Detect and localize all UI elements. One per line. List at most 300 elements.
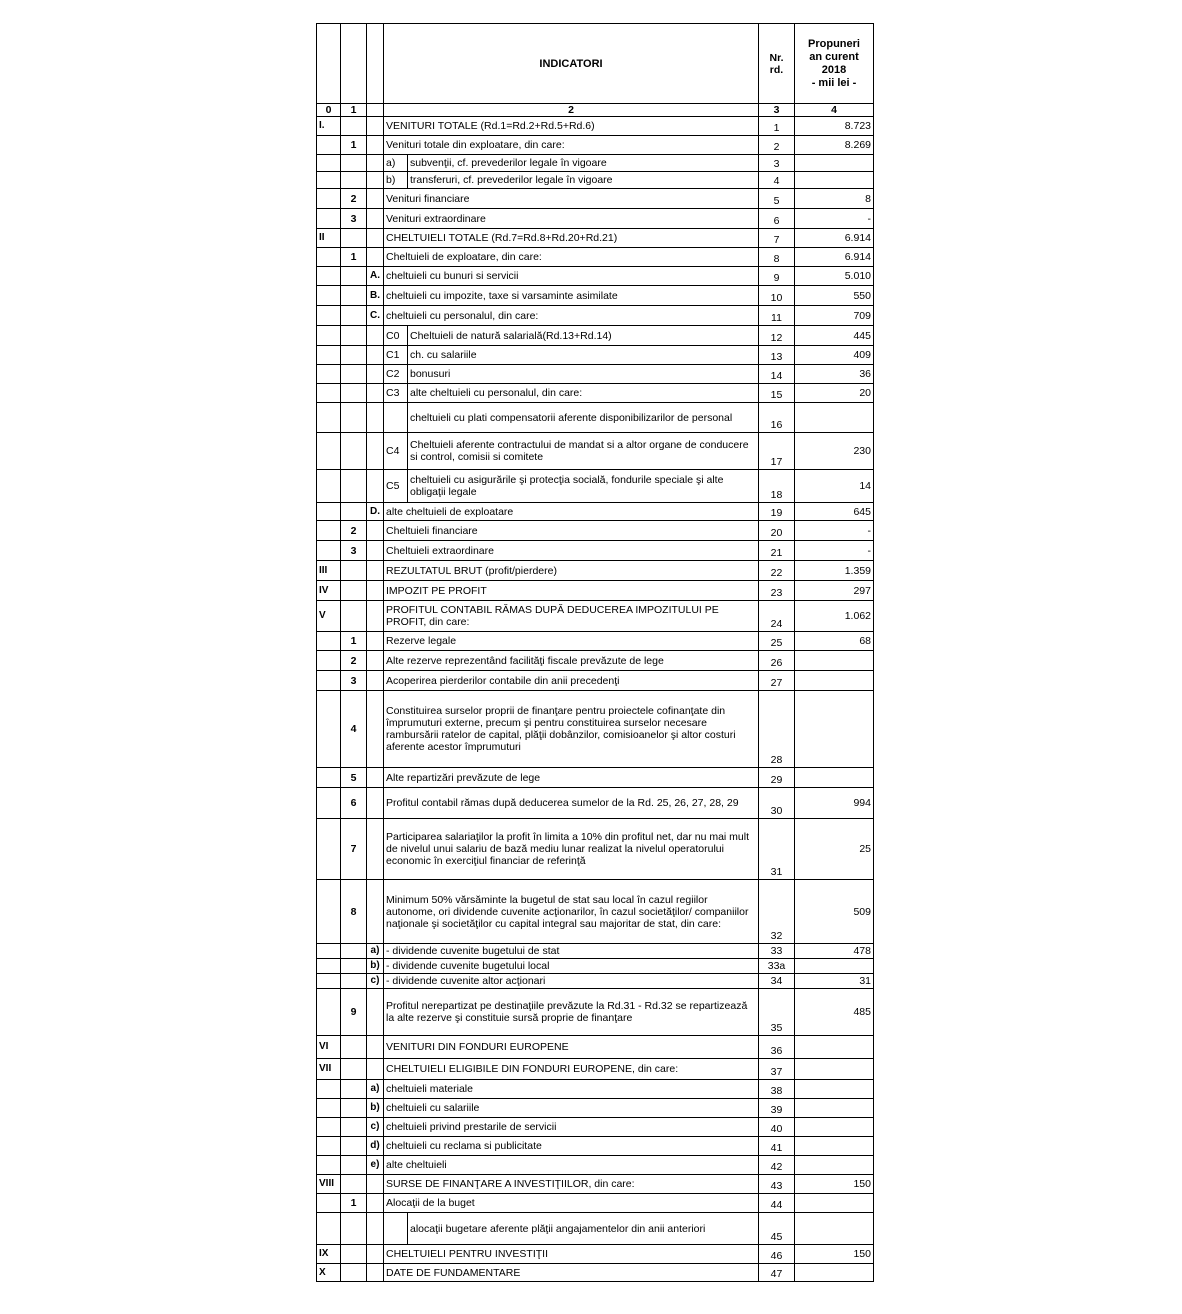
row-number-cell — [341, 503, 367, 521]
row-indicator-text: cheltuieli cu personalul, din care: — [384, 306, 759, 326]
row-roman-cell — [317, 788, 341, 819]
row-value — [795, 403, 874, 433]
row-number-cell — [341, 172, 367, 189]
row-letter-cell — [367, 384, 384, 403]
table-row — [317, 651, 874, 671]
row-value: 1.062 — [795, 601, 874, 632]
table-row — [317, 286, 874, 306]
table-row — [317, 267, 874, 286]
row-number-cell — [341, 1213, 367, 1245]
row-number-cell — [341, 601, 367, 632]
row-number-cell — [341, 365, 367, 384]
row-indicator-text: alte cheltuieli — [384, 1156, 759, 1175]
row-roman-cell: VII — [317, 1059, 341, 1080]
table-row — [317, 561, 874, 581]
row-letter-cell — [367, 189, 384, 209]
row-indicator-text: cheltuieli cu bunuri si servicii — [384, 267, 759, 286]
row-indicator-text: VENITURI DIN FONDURI EUROPENE — [384, 1036, 759, 1059]
table-row — [317, 403, 874, 433]
row-roman-cell: I. — [317, 117, 341, 136]
row-roman-cell — [317, 651, 341, 671]
row-nr: 16 — [759, 403, 795, 433]
row-value — [795, 1099, 874, 1118]
row-indicator-text: Cheltuieli de exploatare, din care: — [384, 248, 759, 267]
row-value: 709 — [795, 306, 874, 326]
table-row — [317, 880, 874, 944]
row-roman-cell — [317, 503, 341, 521]
row-letter-cell — [367, 1194, 384, 1213]
row-number-cell: 4 — [341, 691, 367, 768]
row-nr: 4 — [759, 172, 795, 189]
table-row — [317, 581, 874, 601]
row-roman-cell — [317, 521, 341, 541]
row-indicator-text: bonusuri — [408, 365, 759, 384]
budget-sheet — [316, 23, 873, 1282]
row-number-cell: 3 — [341, 209, 367, 229]
row-value — [795, 1194, 874, 1213]
row-indicator-text: Minimum 50% vărsăminte la bugetul de stat sau local în cazul regiilor autonome, ori dividende cuvenite acţionarilor, în cazul societăţilor/ companiilor naţionale şi societăţilor cu capital integral sau majoritar de stat, din care: — [384, 880, 759, 944]
row-letter-cell — [367, 691, 384, 768]
row-letter-cell — [367, 403, 384, 433]
row-value: 150 — [795, 1175, 874, 1194]
row-number-cell — [341, 117, 367, 136]
row-nr: 46 — [759, 1245, 795, 1264]
row-nr: 6 — [759, 209, 795, 229]
table-row — [317, 974, 874, 989]
table-row — [317, 1213, 874, 1245]
header-nr-rd — [759, 24, 795, 104]
row-number-cell — [341, 1245, 367, 1264]
row-letter-cell — [367, 433, 384, 470]
row-indicator-text: cheltuieli cu salariile — [384, 1099, 759, 1118]
row-letter-cell — [367, 1175, 384, 1194]
row-roman-cell — [317, 671, 341, 691]
table-row — [317, 691, 874, 768]
row-letter-cell: b) — [367, 959, 384, 974]
row-letter-cell — [367, 172, 384, 189]
row-letter-cell — [367, 581, 384, 601]
row-indicator-text: alte cheltuieli de exploatare — [384, 503, 759, 521]
row-letter-cell — [367, 365, 384, 384]
row-letter-cell — [367, 601, 384, 632]
row-nr: 12 — [759, 326, 795, 346]
row-roman-cell — [317, 768, 341, 788]
row-letter-cell — [367, 819, 384, 880]
row-letter-cell: a) — [367, 944, 384, 959]
row-indicator-text: CHELTUIELI TOTALE (Rd.7=Rd.8+Rd.20+Rd.21) — [384, 229, 759, 248]
row-roman-cell — [317, 880, 341, 944]
row-number-cell: 3 — [341, 671, 367, 691]
table-row — [317, 601, 874, 632]
index-2: 2 — [384, 104, 759, 117]
row-nr: 35 — [759, 989, 795, 1036]
row-nr: 23 — [759, 581, 795, 601]
row-value: 445 — [795, 326, 874, 346]
row-roman-cell — [317, 1080, 341, 1099]
row-indicator-text: Participarea salariaţilor la profit în limita a 10% din profitul net, dar nu mai mult de nivelul unui salariu de bază mediu lunar realizat la nivelul operatorului economic în exerciţiul financiar de referinţă — [384, 819, 759, 880]
row-letter-cell — [367, 136, 384, 155]
row-value — [795, 1137, 874, 1156]
row-number-cell: 2 — [341, 651, 367, 671]
row-nr: 7 — [759, 229, 795, 248]
table-row — [317, 1137, 874, 1156]
row-value — [795, 651, 874, 671]
row-roman-cell: VIII — [317, 1175, 341, 1194]
row-roman-cell — [317, 1137, 341, 1156]
row-indicator-text: VENITURI TOTALE (Rd.1=Rd.2+Rd.5+Rd.6) — [384, 117, 759, 136]
row-value: 14 — [795, 470, 874, 503]
row-number-cell: 1 — [341, 136, 367, 155]
row-indicator-text: alte cheltuieli cu personalul, din care: — [408, 384, 759, 403]
row-nr: 42 — [759, 1156, 795, 1175]
row-number-cell — [341, 1175, 367, 1194]
row-indicator-text: cheltuieli cu plati compensatorii aferente disponibilizarilor de personal — [408, 403, 759, 433]
table-row — [317, 1036, 874, 1059]
table-row — [317, 1245, 874, 1264]
row-value — [795, 959, 874, 974]
index-row — [317, 104, 874, 117]
row-letter-cell — [367, 989, 384, 1036]
row-nr: 27 — [759, 671, 795, 691]
row-letter-cell: c) — [367, 1118, 384, 1137]
row-value — [795, 1156, 874, 1175]
row-value — [795, 1059, 874, 1080]
row-letter-cell — [367, 632, 384, 651]
row-letter-cell — [367, 470, 384, 503]
row-indicator-text: cheltuieli cu reclama si publicitate — [384, 1137, 759, 1156]
row-letter-cell — [367, 229, 384, 248]
row-indicator-text: Rezerve legale — [384, 632, 759, 651]
table-row — [317, 1156, 874, 1175]
row-sub-cell: a) — [384, 155, 408, 172]
row-value: 6.914 — [795, 229, 874, 248]
row-letter-cell — [367, 346, 384, 365]
row-number-cell: 2 — [341, 189, 367, 209]
table-row — [317, 768, 874, 788]
row-number-cell: 2 — [341, 521, 367, 541]
row-letter-cell — [367, 117, 384, 136]
row-number-cell — [341, 1118, 367, 1137]
row-roman-cell — [317, 403, 341, 433]
index-blank — [367, 104, 384, 117]
row-value: - — [795, 521, 874, 541]
row-nr: 24 — [759, 601, 795, 632]
row-roman-cell: IX — [317, 1245, 341, 1264]
row-indicator-text: CHELTUIELI ELIGIBILE DIN FONDURI EUROPENE, din care: — [384, 1059, 759, 1080]
row-value: 20 — [795, 384, 874, 403]
row-nr: 8 — [759, 248, 795, 267]
row-value: 230 — [795, 433, 874, 470]
row-value: 478 — [795, 944, 874, 959]
row-roman-cell — [317, 155, 341, 172]
row-value: - — [795, 541, 874, 561]
table-row — [317, 209, 874, 229]
row-number-cell: 6 — [341, 788, 367, 819]
row-sub-cell: b) — [384, 172, 408, 189]
indicators-table — [316, 23, 874, 1282]
row-value: 6.914 — [795, 248, 874, 267]
row-value — [795, 1036, 874, 1059]
table-row — [317, 155, 874, 172]
row-number-cell: 5 — [341, 768, 367, 788]
row-value — [795, 172, 874, 189]
row-letter-cell — [367, 1213, 384, 1245]
row-indicator-text: Cheltuieli aferente contractului de mandat si a altor organe de conducere si control, comisii si comitete — [408, 433, 759, 470]
row-nr: 22 — [759, 561, 795, 581]
row-number-cell: 9 — [341, 989, 367, 1036]
row-indicator-text: Venituri extraordinare — [384, 209, 759, 229]
row-nr: 33a — [759, 959, 795, 974]
row-nr: 37 — [759, 1059, 795, 1080]
row-roman-cell: V — [317, 601, 341, 632]
table-row — [317, 365, 874, 384]
row-number-cell — [341, 267, 367, 286]
row-sub-cell: C3 — [384, 384, 408, 403]
row-value: 5.010 — [795, 267, 874, 286]
row-number-cell — [341, 229, 367, 248]
row-nr: 36 — [759, 1036, 795, 1059]
row-nr: 14 — [759, 365, 795, 384]
header-nr-rd-text: Nr. rd. — [769, 51, 784, 76]
row-roman-cell — [317, 1118, 341, 1137]
row-roman-cell — [317, 470, 341, 503]
header-propuneri-text: Propuneri an curent 2018 - mii lei - — [808, 37, 860, 89]
row-roman-cell — [317, 346, 341, 365]
row-indicator-text: Constituirea surselor proprii de finanţare pentru proiectele cofinanţate din împrumuturi externe, precum şi pentru constituirea surselor necesare rambursării ratelor de capital, plăţii dobânzilor, comisioanelor şi altor costuri aferente acestor împrumuturi — [384, 691, 759, 768]
row-value — [795, 1118, 874, 1137]
table-row — [317, 346, 874, 365]
row-indicator-text: cheltuieli cu asigurările şi protecţia socială, fondurile speciale şi alte obligaţii legale — [408, 470, 759, 503]
table-row — [317, 1099, 874, 1118]
row-letter-cell: b) — [367, 1099, 384, 1118]
row-value — [795, 155, 874, 172]
row-nr: 30 — [759, 788, 795, 819]
row-number-cell — [341, 561, 367, 581]
row-nr: 15 — [759, 384, 795, 403]
row-nr: 45 — [759, 1213, 795, 1245]
row-indicator-text: SURSE DE FINANŢARE A INVESTIŢIILOR, din care: — [384, 1175, 759, 1194]
row-number-cell — [341, 959, 367, 974]
row-sub-cell: C2 — [384, 365, 408, 384]
row-value: 509 — [795, 880, 874, 944]
table-row — [317, 541, 874, 561]
row-letter-cell — [367, 155, 384, 172]
row-nr: 10 — [759, 286, 795, 306]
row-nr: 33 — [759, 944, 795, 959]
row-letter-cell — [367, 880, 384, 944]
table-row — [317, 989, 874, 1036]
row-nr: 41 — [759, 1137, 795, 1156]
row-number-cell — [341, 1264, 367, 1282]
row-number-cell — [341, 470, 367, 503]
row-nr: 40 — [759, 1118, 795, 1137]
table-row — [317, 1118, 874, 1137]
row-value: 25 — [795, 819, 874, 880]
header-col1 — [341, 24, 367, 104]
header-col2 — [367, 24, 384, 104]
row-number-cell — [341, 1137, 367, 1156]
row-letter-cell — [367, 561, 384, 581]
row-sub-cell: C4 — [384, 433, 408, 470]
row-indicator-text: cheltuieli materiale — [384, 1080, 759, 1099]
index-1: 1 — [341, 104, 367, 117]
row-nr: 26 — [759, 651, 795, 671]
row-value: 409 — [795, 346, 874, 365]
row-roman-cell — [317, 433, 341, 470]
row-roman-cell — [317, 209, 341, 229]
table-row — [317, 384, 874, 403]
row-value: 68 — [795, 632, 874, 651]
row-indicator-text: DATE DE FUNDAMENTARE — [384, 1264, 759, 1282]
row-roman-cell — [317, 944, 341, 959]
row-roman-cell — [317, 248, 341, 267]
row-roman-cell — [317, 189, 341, 209]
row-indicator-text: Cheltuieli de natură salarială(Rd.13+Rd.14) — [408, 326, 759, 346]
table-row — [317, 1080, 874, 1099]
row-value: 36 — [795, 365, 874, 384]
row-nr: 43 — [759, 1175, 795, 1194]
row-roman-cell — [317, 974, 341, 989]
row-nr: 28 — [759, 691, 795, 768]
row-roman-cell — [317, 306, 341, 326]
row-nr: 20 — [759, 521, 795, 541]
row-indicator-text: Profitul contabil rămas după deducerea sumelor de la Rd. 25, 26, 27, 28, 29 — [384, 788, 759, 819]
row-nr: 5 — [759, 189, 795, 209]
row-indicator-text: subvenţii, cf. prevederilor legale în vigoare — [408, 155, 759, 172]
row-indicator-text: Acoperirea pierderilor contabile din anii precedenţi — [384, 671, 759, 691]
row-nr: 21 — [759, 541, 795, 561]
row-roman-cell: II — [317, 229, 341, 248]
row-letter-cell — [367, 788, 384, 819]
row-value — [795, 671, 874, 691]
row-number-cell — [341, 1036, 367, 1059]
row-roman-cell: X — [317, 1264, 341, 1282]
row-letter-cell: D. — [367, 503, 384, 521]
row-number-cell — [341, 403, 367, 433]
index-0: 0 — [317, 104, 341, 117]
row-nr: 1 — [759, 117, 795, 136]
table-row — [317, 1175, 874, 1194]
row-letter-cell — [367, 671, 384, 691]
row-roman-cell — [317, 1156, 341, 1175]
row-letter-cell — [367, 521, 384, 541]
row-number-cell — [341, 1080, 367, 1099]
table-row — [317, 1264, 874, 1282]
row-letter-cell: a) — [367, 1080, 384, 1099]
row-nr: 17 — [759, 433, 795, 470]
table-row — [317, 632, 874, 651]
row-nr: 9 — [759, 267, 795, 286]
row-number-cell: 1 — [341, 248, 367, 267]
row-letter-cell — [367, 248, 384, 267]
row-sub-cell: C5 — [384, 470, 408, 503]
header-row — [317, 24, 874, 104]
row-nr: 29 — [759, 768, 795, 788]
row-letter-cell — [367, 768, 384, 788]
row-roman-cell: VI — [317, 1036, 341, 1059]
header-indicatori: INDICATORI — [384, 24, 759, 104]
row-value — [795, 1213, 874, 1245]
row-number-cell — [341, 581, 367, 601]
row-number-cell — [341, 433, 367, 470]
row-indicator-text: REZULTATUL BRUT (profit/pierdere) — [384, 561, 759, 581]
row-nr: 25 — [759, 632, 795, 651]
row-indicator-text: Alte rezerve reprezentând facilităţi fiscale prevăzute de lege — [384, 651, 759, 671]
row-indicator-text: Cheltuieli extraordinare — [384, 541, 759, 561]
row-value — [795, 1264, 874, 1282]
table-row — [317, 306, 874, 326]
row-letter-cell — [367, 326, 384, 346]
row-indicator-text: IMPOZIT PE PROFIT — [384, 581, 759, 601]
index-3: 3 — [759, 104, 795, 117]
table-row — [317, 944, 874, 959]
row-sub-cell: C1 — [384, 346, 408, 365]
row-roman-cell — [317, 691, 341, 768]
row-value: 8 — [795, 189, 874, 209]
row-nr: 3 — [759, 155, 795, 172]
row-letter-cell — [367, 209, 384, 229]
row-value: 31 — [795, 974, 874, 989]
row-value: - — [795, 209, 874, 229]
row-indicator-text: CHELTUIELI PENTRU INVESTIŢII — [384, 1245, 759, 1264]
row-letter-cell — [367, 1036, 384, 1059]
row-number-cell — [341, 1156, 367, 1175]
row-nr: 34 — [759, 974, 795, 989]
row-nr: 2 — [759, 136, 795, 155]
row-value: 550 — [795, 286, 874, 306]
row-letter-cell: C. — [367, 306, 384, 326]
row-letter-cell: B. — [367, 286, 384, 306]
row-number-cell — [341, 346, 367, 365]
row-indicator-text: ch. cu salariile — [408, 346, 759, 365]
row-nr: 13 — [759, 346, 795, 365]
row-roman-cell: III — [317, 561, 341, 581]
row-sub-cell — [384, 403, 408, 433]
row-number-cell — [341, 944, 367, 959]
row-number-cell — [341, 286, 367, 306]
table-row — [317, 189, 874, 209]
row-roman-cell — [317, 384, 341, 403]
table-row — [317, 326, 874, 346]
table-row — [317, 229, 874, 248]
row-roman-cell — [317, 326, 341, 346]
row-number-cell: 1 — [341, 1194, 367, 1213]
table-row — [317, 172, 874, 189]
row-letter-cell — [367, 1059, 384, 1080]
table-row — [317, 117, 874, 136]
row-number-cell — [341, 1099, 367, 1118]
table-row — [317, 819, 874, 880]
index-4: 4 — [795, 104, 874, 117]
row-sub-cell — [384, 1213, 408, 1245]
row-roman-cell — [317, 632, 341, 651]
row-indicator-text: - dividende cuvenite bugetului de stat — [384, 944, 759, 959]
row-value: 150 — [795, 1245, 874, 1264]
row-value — [795, 1080, 874, 1099]
table-row — [317, 470, 874, 503]
row-indicator-text: - dividende cuvenite altor acţionari — [384, 974, 759, 989]
row-nr: 39 — [759, 1099, 795, 1118]
row-indicator-text: alocaţii bugetare aferente plăţii angajamentelor din anii anteriori — [408, 1213, 759, 1245]
row-indicator-text: transferuri, cf. prevederilor legale în vigoare — [408, 172, 759, 189]
row-number-cell — [341, 1059, 367, 1080]
row-roman-cell — [317, 1099, 341, 1118]
row-nr: 47 — [759, 1264, 795, 1282]
row-indicator-text: Cheltuieli financiare — [384, 521, 759, 541]
row-value: 645 — [795, 503, 874, 521]
row-roman-cell — [317, 172, 341, 189]
table-row — [317, 503, 874, 521]
